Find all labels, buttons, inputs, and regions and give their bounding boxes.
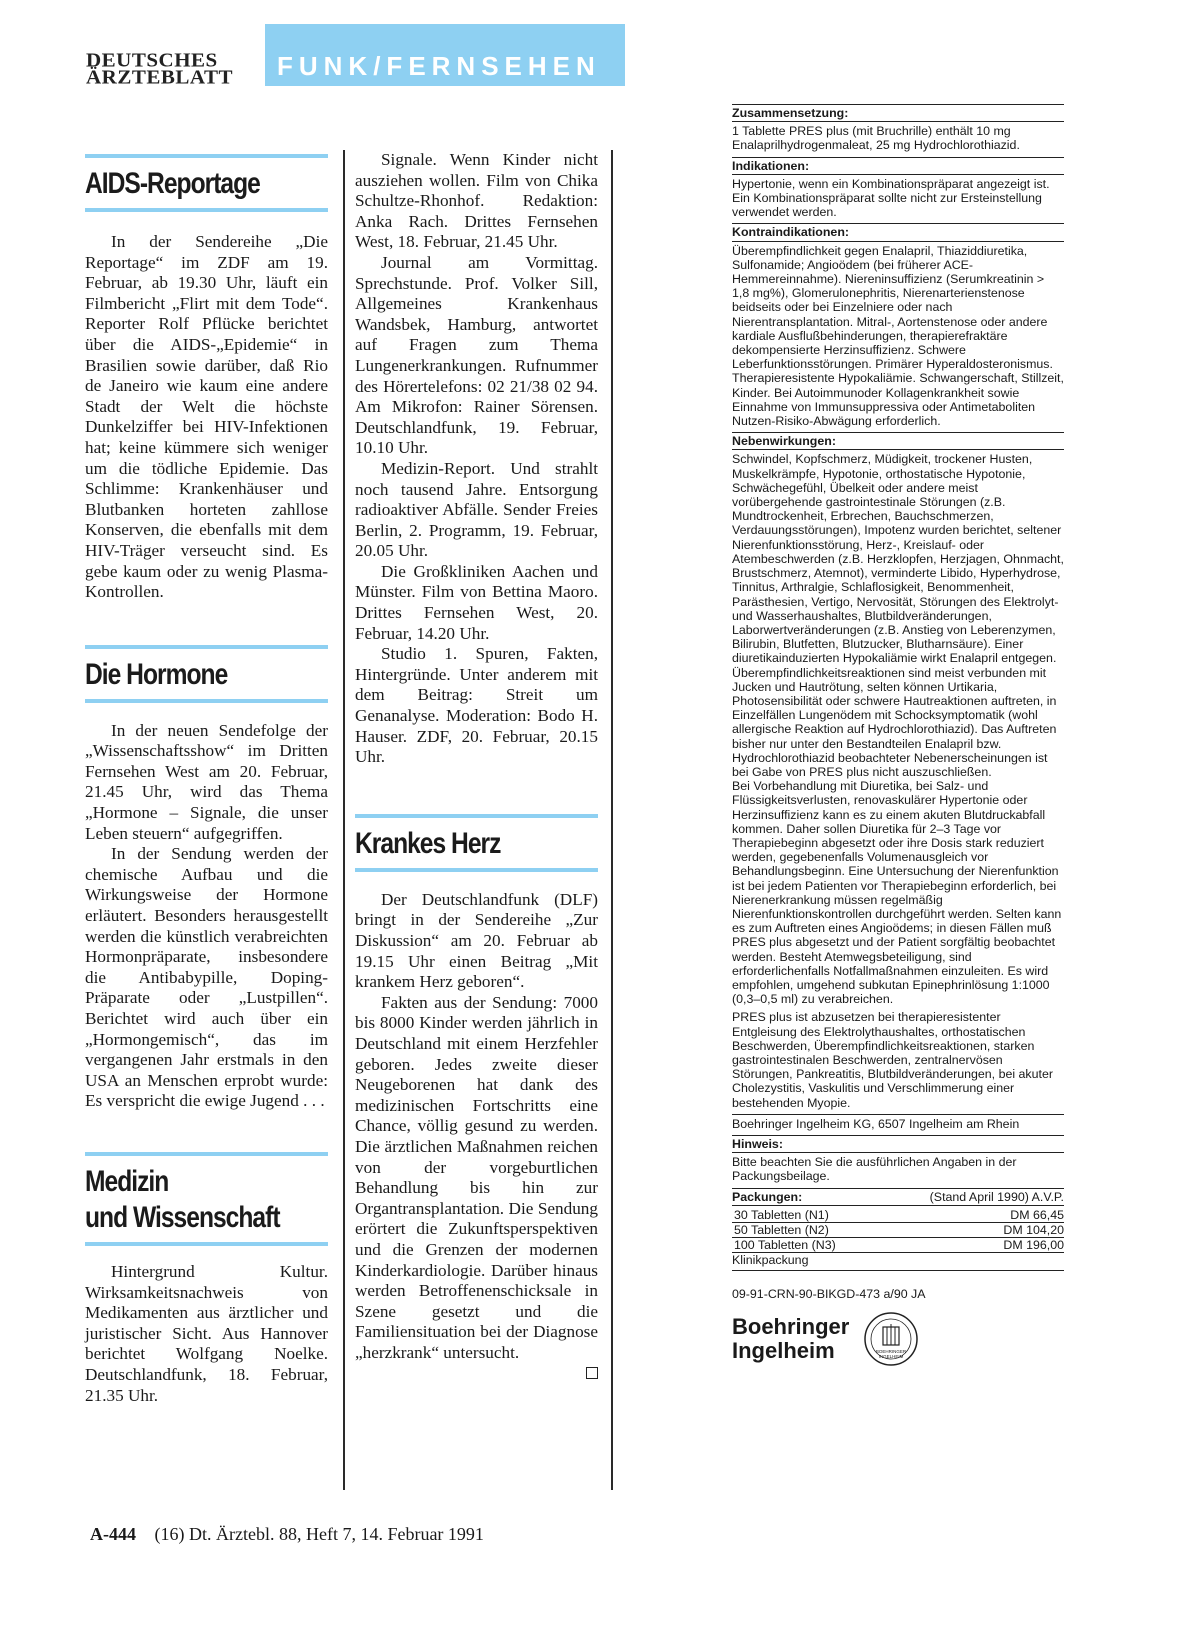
column-divider bbox=[611, 150, 613, 1490]
heading-rule bbox=[85, 1242, 328, 1246]
label-kontraindikationen: Kontraindikationen: bbox=[732, 225, 1064, 241]
heading-rule bbox=[85, 208, 328, 212]
svg-text:BOEHRINGER: BOEHRINGER bbox=[876, 1348, 907, 1354]
end-mark-icon bbox=[586, 1367, 598, 1379]
heading-rule bbox=[355, 814, 598, 818]
heading-rule bbox=[85, 154, 328, 158]
section-nebenwirkungen bbox=[732, 432, 1064, 1110]
packungen-header bbox=[732, 1190, 1064, 1206]
svg-text:INGELHEIM: INGELHEIM bbox=[878, 1353, 904, 1359]
text-kontraindikationen: Überempfindlichkeit gegen Enalapril, Thiaziddiuretika, Sulfonamide; Angioödem (bei früherer ACE-Hemmereinnahme). Niereninsuffizienz (Serumkreatinin > 1,8 mg%), Glomerulonephritis, Nierenarterienstenose beidseits oder bei Einzelniere oder nach Nierentransplantation. Mitral-, Aortenstenose oder andere kardiale Ausflußbehinderungen, therapierefraktäre dekompensierte Herzinsuffizienz. Schwere Leberfunktionsstörungen. Primärer Hyperaldosteronismus. Therapieresistente Hypokaliämie. Schwangerschaft, Stillzeit, Kinder. Bei Autoimmunoder Kollagenkrankheit sowie Einnahme von Immunsuppressiva oder Antimetaboliten Nutzen-Risiko-Abwägung erforderlich. bbox=[732, 243, 1064, 429]
ingelheim-seal-icon bbox=[863, 1311, 919, 1367]
issue-info: (16) Dt. Ärztebl. 88, Heft 7, 14. Februar 1991 bbox=[154, 1524, 484, 1544]
article-herz-2: Fakten aus der Sendung: 7000 bis 8000 Kinder werden jährlich in Deutschland mit einem Herzfehler geboren. Jedes zweite dieser Neugeborenen hat dank des medizinischen Fortschritts eine Chance, völlig gesund zu werden. Die ärztlichen Maßnahmen reichen von der vorgeburtlichen Behandlung bis hin zur Organtransplantation. Die Sendung erörtert die Zukunftsperspektiven und die Grenzen der modernen Kinderkardiologie. Darüber hinaus werden Betroffenenschicksale in Szene gesetzt und die Familiensituation bei der Diagnose „herzkrank“ untersucht. bbox=[355, 992, 598, 1362]
section-packungen bbox=[732, 1188, 1064, 1271]
heading-krankes-herz: Krankes Herz bbox=[355, 826, 501, 860]
text-vorbehandlung: Bei Vorbehandlung mit Diuretika, bei Salz- und Flüssigkeitsverlusten, renovaskulärer Hypertonie oder Herzinsuffizienz kann es zu einem akuten Blutdruckabfall kommen. Daher sollen Diuretika für 2–3 Tage vor Therapiebeginn abgesetzt oder ihre Dosis stark reduziert werden, gegebenenfalls Volumenausgleich vor Behandlungsbeginn. Eine Untersuchung der Nierenfunktion ist bei jedem Patienten vor Therapiebeginn erforderlich, bei Nierenerkrankung müssen regelmäßig Nierenfunktionskontrollen durchgeführt werden. Selten kann es zum Auftreten eines Angioödems; in diesen Fällen muß PRES plus abgesetzt und der Patient sorgfältig beobachtet werden. Besteht Atemwegsbeteiligung, sind erforderlichenfalls Notfallmaßnahmen einzuleiten. Es wird empfohlen, umgehend subkutan Epinephrinlösung 1:1000 (0,3–0,5 ml) zu verabreichen. bbox=[732, 779, 1062, 1007]
listing-medizin-report: Medizin-Report. Und strahlt noch tausend Jahre. Entsorgung radioaktiver Abfälle. Sender Freies Berlin, 2. Programm, 19. Februar, 20.05 Uhr. bbox=[355, 458, 598, 561]
brand-line2: Ingelheim bbox=[732, 1337, 835, 1363]
pack-name: 30 Tabletten (N1) bbox=[734, 1207, 829, 1222]
heading-medizin: Medizin bbox=[85, 1164, 169, 1198]
heading-rule bbox=[85, 699, 328, 703]
listing-studio1: Studio 1. Spuren, Fakten, Hintergründe. Unter anderem mit dem Beitrag: Streit um Genanalyse. Moderation: Bodo H. Hauser. ZDF, 20. Februar, 20.15 Uhr. bbox=[355, 644, 598, 767]
code-line: 09-91-CRN-90-BIKGD-473 a/90 JA bbox=[732, 1286, 926, 1301]
section-hinweis bbox=[732, 1135, 1064, 1184]
column-2 bbox=[355, 150, 598, 1379]
company-line bbox=[732, 1114, 1064, 1135]
column-divider bbox=[343, 150, 345, 1490]
masthead bbox=[86, 48, 233, 89]
listing-journal: Journal am Vormittag. Sprechstunde. Prof. Volker Sill, Allgemeines Krankenhaus Wandsbek, Hamburg, antwortet auf Fragen zum Thema Lungenerkrankungen. Rufnummer des Hörertelefons: 02 21/38 02 94. Am Mikrofon: Rainer Sörensen. Deutschlandfunk, 19. Februar, 10.10 Uhr. bbox=[355, 252, 598, 458]
heading-wissenschaft: und Wissenschaft bbox=[85, 1200, 280, 1234]
section-indikationen bbox=[732, 157, 1064, 220]
section-band bbox=[265, 24, 625, 86]
label-nebenwirkungen: Nebenwirkungen: bbox=[732, 434, 1064, 450]
pack-price: DM 104,20 bbox=[1003, 1223, 1064, 1238]
column-1 bbox=[85, 154, 328, 1406]
pack-name: 50 Tabletten (N2) bbox=[734, 1223, 829, 1238]
label-packungen: Packungen: bbox=[732, 1189, 803, 1204]
pack-row bbox=[732, 1238, 1064, 1253]
article-hormone-1: In der neuen Sendefolge der „Wissenschaftsshow“ im Dritten Fernsehen West am 20. Februar, 21.45 Uhr, wird das Thema „Hormone – Signale, die unser Leben steuern“ aufgegriffen. bbox=[85, 720, 328, 843]
masthead-line2: ÄRZTEBLATT bbox=[86, 65, 233, 89]
pack-name: 100 Tabletten (N3) bbox=[734, 1238, 836, 1253]
listing-signale: Signale. Wenn Kinder nicht ausziehen wollen. Film von Chika Schultze-Rhonhof. Redaktion: Anka Rach. Drittes Fernsehen West, 18. Februar, 21.45 Uhr. bbox=[355, 150, 598, 252]
heading-rule bbox=[355, 868, 598, 872]
section-zusammensetzung bbox=[732, 104, 1064, 153]
company-name: Boehringer Ingelheim KG, 6507 Ingelheim am Rhein bbox=[732, 1116, 1020, 1131]
section-kontraindikationen bbox=[732, 223, 1064, 428]
klinikpackung: Klinikpackung bbox=[732, 1253, 1064, 1270]
text-hinweis: Bitte beachten Sie die ausführlichen Angaben in der Packungsbeilage. bbox=[732, 1155, 1017, 1184]
article-aids: In der Sendereihe „Die Reportage“ im ZDF am 19. Februar, ab 19.30 Uhr, läuft ein Filmbericht „Flirt mit dem Tode“. Reporter Rolf Pflücke berichtet über die AIDS-„Epidemie“ in Brasilien sowie darüber, daß Rio de Janeiro wie kaum eine andere Stadt der Welt die höchste Dunkelziffer bei HIV-Infektionen hat; keine kümmere sich weniger um die tödliche Epidemie. Das Schlimme: Krankenhäuser und Blutbanken horteten zahllose Konserven, die ebenfalls mit dem HIV-Träger verseucht sind. Es gebe kaum oder zu wenig Plasma-Kontrollen. bbox=[85, 232, 328, 602]
text-indikationen: Hypertonie, wenn ein Kombinationspräparat angezeigt ist. Ein Kombinationspräparat sollte nicht zur Ersteinstellung verwendet werden. bbox=[732, 176, 1050, 220]
brand-name bbox=[732, 1315, 849, 1363]
article-herz-1: Der Deutschlandfunk (DLF) bringt in der Sendereihe „Zur Diskussion“ am 20. Februar ab 19.15 Uhr einen Beitrag „Mit krankem Herz geboren“. bbox=[355, 889, 598, 992]
heading-rule bbox=[85, 645, 328, 649]
listing-hintergrund: Hintergrund Kultur. Wirksamkeitsnachweis von Medikamenten aus ärztlicher und juristischer Sicht. Aus Hannover berichtet Wolfgang Noelke. Deutschlandfunk, 18. Februar, 21.35 Uhr. bbox=[85, 1261, 328, 1405]
page-number: A-444 bbox=[90, 1524, 136, 1544]
page-footer bbox=[90, 1524, 484, 1545]
text-absetzen: PRES plus ist abzusetzen bei therapieresistenter Entgleisung des Elektrolythaushaltes, orthostatischen Beschwerden, Überempfindlichkeitsreaktionen, starken gastrointestinalen Beschwerden, zentralnervösen Störungen, Pankreatitis, Blutbildveränderungen, bei akuter Cholezystitis, Vaskulitis und Verschlimmerung einer bestehenden Myopie. bbox=[732, 1010, 1053, 1110]
pack-row bbox=[732, 1223, 1064, 1238]
heading-rule bbox=[85, 1152, 328, 1156]
text-nebenwirkungen: Schwindel, Kopfschmerz, Müdigkeit, trockener Husten, Muskelkrämpfe, Hypotonie, orthostatische Hypotonie, Schwächegefühl, Übelkeit oder andere meist vorübergehende gastrointestinale Störungen (z.B. Mundtrockenheit, Erbrechen, Bauchschmerzen, Verdauungsstörungen), Impotenz wurden berichtet, seltener Nierenfunktionsstörung, Herz-, Kreislauf- oder Atembeschwerden (z.B. Herzklopfen, Herzjagen, Ohnmacht, Brustschmerz, Atemnot), verminderte Libido, Hyperhydrose, Tinnitus, Arthralgie, Schlaflosigkeit, Benommenheit, Parästhesien, Vertigo, Nervosität, Störungen des Elektrolyt- und Wasserhaushaltes, Blutbildveränderungen, Laborwertveränderungen (z.B. Anstieg von Leberenzymen, Bilirubin, Blutfetten, Blutzucker, Blutharnsäure). Einer diuretikainduzierten Hypokaliämie wirkt Enalapril entgegen. Überempfindlichkeitsreaktionen sind meist verbunden mit Jucken und Hautrötung, selten können Urtikaria, Photosensibilität oder schwere Hautreaktionen auftreten, in Einzelfällen Lungenödem mit Schocksymptomatik (wohl allergische Reaktion auf Hydrochlorothiazid). Das Auftreten bisher nur unter den Bestandteilen Enalapril bzw. Hydrochlorothiazid beobachteter Nebenerscheinungen ist bei Gabe von PRES plus nicht auszuschließen. bbox=[732, 452, 1064, 779]
pack-price: DM 196,00 bbox=[1003, 1238, 1064, 1253]
packungen-stand: (Stand April 1990) A.V.P. bbox=[929, 1189, 1064, 1204]
label-zusammensetzung: Zusammensetzung: bbox=[732, 106, 1064, 122]
brand-logo bbox=[732, 1311, 1064, 1367]
masthead-line1: DEUTSCHES bbox=[86, 48, 218, 72]
text-zusammensetzung: 1 Tablette PRES plus (mit Bruchrille) enthält 10 mg Enalaprilhydrogenmaleat, 25 mg Hydrochlorothiazid. bbox=[732, 124, 1020, 153]
brand-line1: Boehringer bbox=[732, 1313, 850, 1339]
heading-aids: AIDS-Reportage bbox=[85, 167, 260, 200]
pack-price: DM 66,45 bbox=[1010, 1207, 1064, 1222]
pack-row bbox=[732, 1208, 1064, 1223]
listing-grosskliniken: Die Großkliniken Aachen und Münster. Film von Bettina Maoro. Drittes Fernsehen West, 20. Februar, 14.20 Uhr. bbox=[355, 561, 598, 643]
label-indikationen: Indikationen: bbox=[732, 159, 1064, 175]
drug-info-box bbox=[732, 104, 1064, 1367]
label-hinweis: Hinweis: bbox=[732, 1137, 1064, 1153]
heading-hormone: Die Hormone bbox=[85, 657, 228, 691]
article-hormone-2: In der Sendung werden der chemische Aufbau und die Wirkungsweise der Hormone erläutert. Besonders herausgestellt werden die künstlich verabreichten Hormonpräparate, insbesondere die Antibabypille, Doping-Präparate oder „Lustpillen“. Berichtet wird auch über ein „Hormongemisch“, das im vergangenen Jahr erstmals in den USA an Menschen erprobt wurde: Es verspricht die ewige Jugend . . . bbox=[85, 844, 328, 1111]
section-title: FUNK/FERNSEHEN bbox=[277, 51, 601, 81]
